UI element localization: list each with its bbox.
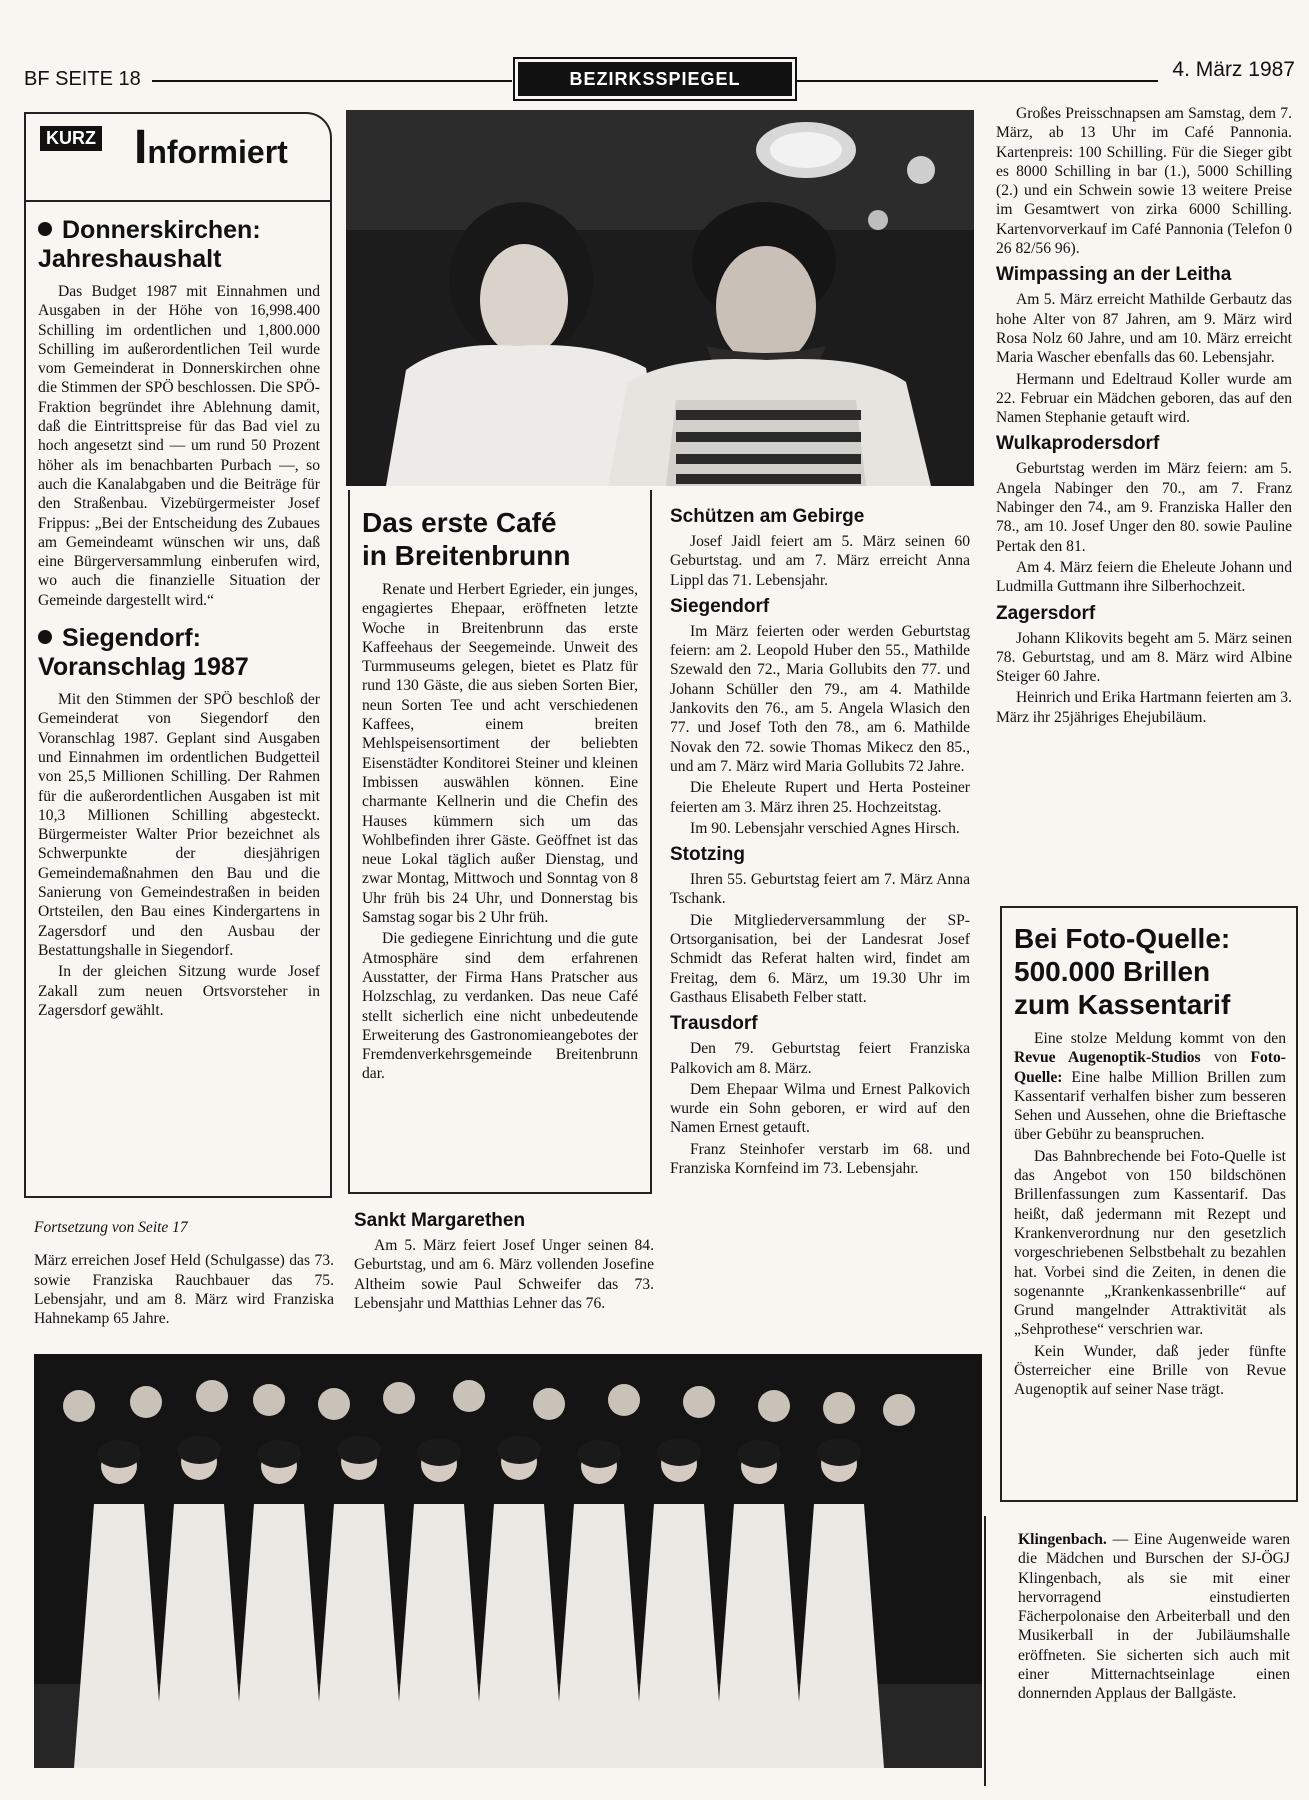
schuetzen-text: Josef Jaidl feiert am 5. März seinen 60 Geburtstag. und am 7. März erreicht Anna Lippl das 71. Lebensjahr. [670, 533, 970, 589]
issue-date: 4. März 1987 [1172, 58, 1295, 81]
siegendorf-p1: Im März feierten oder werden Geburtstag feiern: am 2. Leopold Huber den 55., Mathilde Szewald den 72., Maria Gollubits den 77. und Johann Schüller den 79., am 4. Mathilde Jankovits den 76., am 5. Angela Wlasich den 77. und Josef Toth den 78., am 6. Mathilde Novak den 72. sowie Thomas Mikecz den 85., und am 7. März wird Maria Gollubits 72 Jahre. [670, 622, 970, 775]
siegendorf-p3: Im 90. Lebensjahr verschied Agnes Hirsch. [690, 819, 960, 837]
ball-group-photo-image [34, 1354, 982, 1768]
donnerskirchen-heading-line1: Donnerskirchen: [62, 216, 261, 244]
foto-heading-line1: Bei Foto-Quelle: [1014, 923, 1231, 954]
kurz-badge-wrap [40, 126, 102, 151]
kurz-divider [26, 200, 332, 202]
fortsetzung-text: März erreichen Josef Held (Schulgasse) das 73. sowie Franziska Rauchbauer das 75. Lebensjahr, und am 8. März wird Franziska Hahnekamp 65 Jahre. [34, 1252, 334, 1328]
foto-p1-a: Eine stolze Meldung kommt von den [1034, 1030, 1286, 1047]
section-title: BEZIRKSSPIEGEL [518, 62, 792, 96]
cafe-heading [362, 506, 638, 572]
klingenbach-text [1018, 1530, 1290, 1704]
margarethen-heading: Sankt Margarethen [354, 1210, 526, 1231]
foto-p1-c: von [1200, 1049, 1251, 1067]
wulkaprodersdorf-heading: Wulkaprodersdorf [996, 433, 1160, 455]
preisschnapsen-text: Großes Preisschnapsen am Samstag, dem 7. März, ab 13 Uhr im Café Pannonia. Kartenpreis: 100 Schilling. Für die Sieger gibt es 8000 Schilling in bar (1.), 5000 Schilling (2.) und ein Schwein sowie 13 weitere Preise im Gesamtwert von zirka 6000 Schilling. Kartenvorverkauf im Café Pannonia (Telefon 0 26 82/56 96). [996, 105, 1292, 258]
zagersdorf-p1: Johann Klikovits begeht am 5. März seinen 78. Geburtstag, und am 8. März wird Albine Steiger 60 Jahre. [996, 629, 1292, 686]
right-column [996, 104, 1292, 729]
ball-group-photo [34, 1354, 982, 1768]
cafe-heading-line1: Das erste Café [362, 507, 557, 538]
schuetzen-heading: Schützen am Gebirge [670, 506, 865, 527]
siegendorf-heading: Siegendorf [670, 595, 770, 617]
donnerskirchen-heading [38, 216, 320, 274]
foto-p1-d: Eine halbe Million Brillen zum Kassentarif verhalfen bisher zum besseren Sehen und Aussehen, ohne die Brieftasche über Gebühr zu beanspruchen. [1014, 1068, 1286, 1144]
kurz-informiert-box [24, 112, 332, 1198]
stotzing-p1: Ihren 55. Geburtstag feiert am 7. März Anna Tschank. [670, 871, 970, 908]
donnerskirchen-text: Das Budget 1987 mit Einnahmen und Ausgaben in der Höhe von 16,998.400 Schilling im ordentlichen und 1,800.000 Schilling im außerordentlichen Teil wurde vom Gemeinderat in Donnerskirchen ohne die Stimmen der SPÖ beschlossen. Die SPÖ-Fraktion begründet ihre Ablehnung damit, daß die Eintrittspreise für das Bad viel zu hoch angesetzt sind — um rund 50 Prozent höher als im benachbarten Purbach —, so auch die Kanalabgaben und die Beiträge für den Straßenbau. Vizebürgermeister Josef Frippus: „Bei der Entscheidung des Zubaues am Gemeindeamt wünschen wir uns, daß eine Bürgerversammlung einberufen wird, wo auch die finanzielle Situation der Gemeinde dargestellt wird.“ [38, 283, 320, 609]
cafe-article [362, 502, 638, 1086]
siegendorf-voranschlag-heading [38, 624, 320, 682]
klingenbach-caption [1018, 1530, 1290, 1706]
stotzing-heading: Stotzing [670, 844, 745, 866]
cafe-heading-line2: in Breitenbrunn [362, 540, 571, 571]
cafe-paragraph-2: Die gediegene Einrichtung und die gute Atmosphäre sind dem erfahrenen Ausstatter, der Firma Hans Pratscher aus Holzschlag, zu verdanken. Das neue Café stellt sicherlich eine nicht unbedeutende Erweiterung des Gastronomieangebotes der Fremdenverkehrsgemeinde Breitenbrunn dar. [362, 930, 638, 1083]
wimpassing-p1: Am 5. März erreicht Mathilde Gerbautz das hohe Alter von 87 Jahren, am 9. März wird Rosa Nolz 60 Jahre, und am 10. März erreicht Maria Wascher ebenfalls das 60. Lebensjahr. [996, 291, 1292, 367]
siegendorf-heading-line1: Siegendorf: [62, 624, 201, 653]
klingenbach-place: Klingenbach. [1018, 1531, 1107, 1548]
foto-heading-line3: zum Kassentarif [1014, 989, 1231, 1020]
foto-quelle-box [1000, 906, 1298, 1502]
wimpassing-p2: Hermann und Edeltraud Koller wurde am 22. Februar ein Mädchen geboren, das auf den Namen Stephanie getauft wird. [996, 370, 1292, 427]
fortsetzung-label: Fortsetzung von Seite 17 [34, 1219, 188, 1236]
couple-photo [346, 110, 974, 486]
kurz-column [38, 212, 320, 1022]
kurz-title-rest: nformiert [147, 134, 288, 170]
foto-p1-bold-2: Foto-Quelle: [1014, 1049, 1286, 1086]
bullet-icon [38, 630, 52, 644]
trausdorf-p2: Dem Ehepaar Wilma und Ernest Palkovich wurde ein Sohn geboren, er wird auf den Namen Ernest getauft. [670, 1080, 970, 1137]
foto-quelle-p1 [1014, 1029, 1286, 1145]
trausdorf-p3: Franz Steinhofer verstarb im 68. und Franziska Kornfeind im 73. Lebensjahr. [670, 1140, 970, 1178]
foto-quelle-p2: Das Bahnbrechende bei Foto-Quelle ist das Angebot von 150 bildschönen Brillenfassungen zum Kassentarif. Das heißt, daß jedermann mit Rezept und Krankenverordnung nur den gesetzlich vorgeschriebenen Selbstbehalt zu bezahlen hat. Vorbei sind die Zeiten, in denen die sogenannte „Krankenkassenbrille“ auf Grund mangelnder Attraktivität als „Sehprothese“ verschrien war. [1014, 1147, 1286, 1339]
trausdorf-p1: Den 79. Geburtstag feiert Franziska Palkovich am 8. März. [670, 1040, 970, 1077]
margarethen-block [354, 1204, 654, 1315]
wimpassing-heading: Wimpassing an der Leitha [996, 264, 1232, 286]
mid-column [670, 500, 970, 1180]
zakall-text: In der gleichen Sitzung wurde Josef Zakall zum neuen Ortsvorsteher in Zagersdorf gewählt. [38, 963, 320, 1019]
header-rule-left [152, 80, 512, 82]
zagersdorf-heading: Zagersdorf [996, 602, 1096, 624]
foto-heading-line2: 500.000 Brillen [1014, 956, 1211, 987]
header-rule-right [796, 80, 1158, 82]
foto-p1-bold-1: Revue Augenoptik-Studios [1014, 1049, 1201, 1067]
foto-quelle-article [1014, 918, 1286, 1402]
klingenbach-body: — Eine Augenweide waren die Mädchen und Burschen der SJ-ÖGJ Klingenbach, als sie mit einer hervorragend einstudierten Fächerpolonaise den Arbeiterball und den Musikerball in der Jubiläumshalle eröffneten. Sie sicherten sich auch mit einer Mitternachtseinlage einen donnernden Applaus der Ballgäste. [1018, 1531, 1290, 1703]
kurz-title-initial: I [134, 121, 148, 174]
siegendorf-p2: Die Eheleute Rupert und Herta Posteiner feierten am 3. März ihren 25. Hochzeitstag. [670, 779, 970, 816]
bullet-icon [38, 222, 52, 236]
zagersdorf-p2: Heinrich und Erika Hartmann feierten am 3. März ihr 25jähriges Ehejubiläum. [996, 689, 1292, 726]
cafe-paragraph-1: Renate und Herbert Egrieder, ein junges, engagiertes Ehepaar, eröffneten letzte Woche in Breitenbrunn das erste Kaffeehaus der Seegemeinde. Unweit des Turmmuseums gelegen, bietet es Platz für rund 130 Gäste, die aus sieben Sorten Bier, neun Sorten Tee und acht verschiedenen Kaffees, einem breiten Mehlspeisensortiment der beliebten Eisenstädter Konditorei Steiner und kleinen Imbissen auswählen können. Eine charmante Kellnerin und die Chefin des Hauses kümmern sich um das Wohlbefinden ihrer Gäste. Geöffnet ist das neue Lokal täglich außer Dienstag, und zwar Montag, Mittwoch und Sonntag von 8 Uhr früh bis 24 Uhr, und Donnerstag bis Samstag sogar bis 2 Uhr früh. [362, 581, 638, 927]
siegendorf-heading-line2: Voranschlag 1987 [38, 653, 249, 682]
donnerskirchen-heading-line2: Jahreshaushalt [38, 245, 222, 273]
kurz-title [134, 121, 288, 174]
margarethen-text: Am 5. März feiert Josef Unger seinen 84. Geburtstag, und am 6. März vollenden Josefine Altheim sowie Paul Schweifer das 73. Lebensjahr und Matthias Lehner das 76. [354, 1237, 654, 1312]
wulkaprodersdorf-p2: Am 4. März feiern die Eheleute Johann und Ludmilla Guttmann ihre Silberhochzeit. [996, 558, 1292, 596]
trausdorf-heading: Trausdorf [670, 1013, 758, 1035]
foto-quelle-heading [1014, 922, 1286, 1021]
wulkaprodersdorf-p1: Geburtstag werden im März feiern: am 5. Angela Nabinger den 70., am 7. Franz Nabinger den 74., am 9. Franziska Haller den 78., am 10. Josef Unger den 80. sowie Pauline Pertak den 81. [996, 460, 1292, 555]
stotzing-p2: Die Mitgliederversammlung der SP-Ortsorganisation, bei der Landesrat Josef Schmidt das Referat halten wird, findet am Freitag, dem 6. März, um 19.30 Uhr im Gasthaus Elisabeth Felber statt. [670, 911, 970, 1006]
page-number: BF SEITE 18 [24, 68, 141, 90]
siegendorf-voranschlag-text: Mit den Stimmen der SPÖ beschloß der Gemeinderat von Siegendorf den Voranschlag 1987. Geplant sind Ausgaben und Einnahmen im ordentlichen Budgetteil von 25,5 Millionen Schilling. Der Rahmen für die außerordentlichen Ausgaben ist mit 10,3 Millionen Schilling abgesteckt. Bürgermeister Walter Prior bezeichnet als Schwerpunkte der diesjährigen Gemeindemaßnahmen den Bau und die Sanierung von Gemeindestraßen in beiden Ortsteilen, den Bau eines Kindergartens in Zagersdorf und den Ausbau der Bestattungshalle in Siegendorf. [38, 691, 320, 959]
kurz-badge: KURZ [40, 126, 102, 151]
fortsetzung-block [34, 1218, 334, 1330]
caption-rule [984, 1516, 986, 1786]
foto-quelle-p3: Kein Wunder, daß jeder fünfte Österreicher eine Brille von Revue Augenoptik auf seiner Nase trägt. [1014, 1342, 1286, 1399]
couple-photo-image [346, 110, 974, 486]
